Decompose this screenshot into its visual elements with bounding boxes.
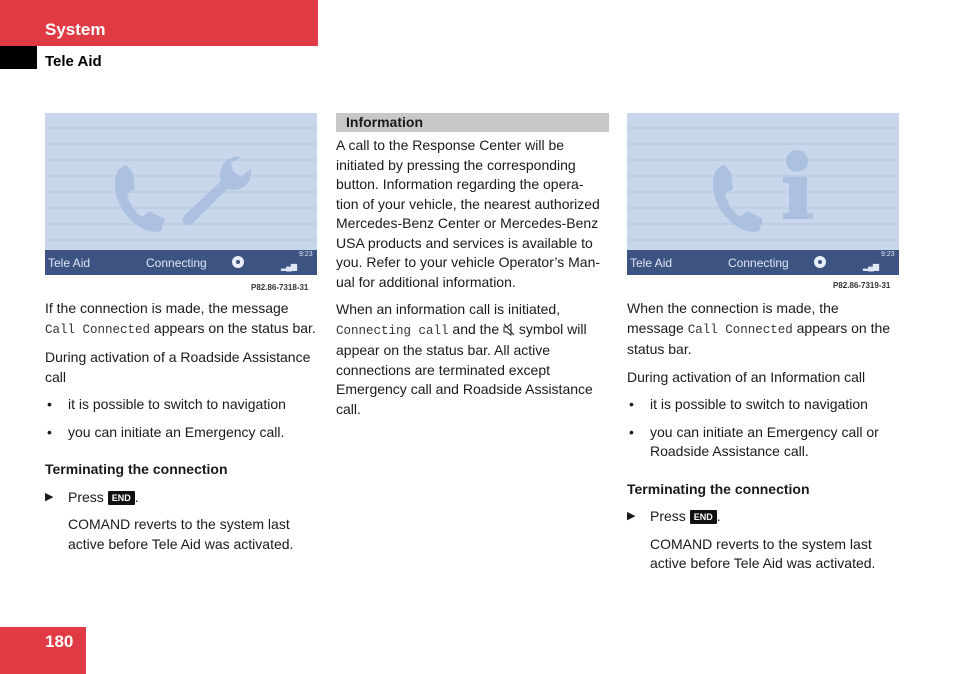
information-call-paragraph: When an information call is initiated, Connecting call and the symbol will appear on the status bar. All active connections are terminated except Emergency call and Roadside Assistance call.	[336, 301, 593, 417]
status-label-connecting: Connecting	[728, 256, 789, 270]
press-end-instruction: ▶ Press END .	[627, 507, 902, 527]
information-paragraph: A call to the Response Center will be initiated by pressing the corresponding button. Information regarding the opera- tion of your vehicle, the nearest authorized Mercedes-Benz Center or Mercedes-Benz USA products and services is available to you. Refer to your vehicle Operator’s Man- ual for additional information.	[336, 137, 601, 290]
call-connected-code: Call Connected	[687, 322, 793, 337]
info-icon	[783, 150, 813, 219]
screen-status-bar	[627, 250, 899, 275]
screen-display	[627, 113, 899, 275]
status-time: 9:23	[881, 251, 895, 258]
screen-display	[45, 113, 317, 275]
record-dot-icon	[814, 256, 826, 268]
tele-aid-screen-roadside	[45, 113, 317, 277]
mute-speaker-icon	[503, 323, 515, 336]
end-key: END	[108, 491, 135, 505]
arrow-right-icon: ▶	[627, 510, 636, 522]
revert-paragraph: COMAND reverts to the system last active before Tele Aid was activated.	[650, 535, 876, 571]
information-header: Information	[336, 113, 609, 132]
section-title: System	[45, 20, 106, 39]
information-activation-paragraph: During activation of an Information call	[627, 368, 866, 385]
list-item: • you can initiate an Emergency call or Roadside Assistance call.	[627, 423, 902, 462]
left-column	[45, 299, 320, 562]
roadside-activation-paragraph: During activation of a Roadside Assistance call	[45, 349, 311, 385]
middle-column	[336, 136, 611, 427]
call-connected-code: Call Connected	[45, 322, 151, 337]
signal-bars-icon: ▂▄▆	[281, 262, 296, 271]
connection-made-paragraph: If the connection is made, the message Call Connected appears on the status bar.	[45, 300, 316, 337]
arrow-right-icon: ▶	[45, 490, 54, 503]
end-key: END	[690, 510, 717, 524]
status-time: 9:23	[299, 251, 313, 258]
screen-status-bar	[45, 250, 317, 275]
wrench-icon	[183, 157, 251, 225]
phone-icon	[115, 165, 165, 232]
subsection-title: Tele Aid	[45, 53, 102, 70]
press-end-instruction: ▶ Press END .	[45, 488, 320, 508]
list-item: • it is possible to switch to navigation	[627, 395, 902, 415]
list-item: • it is possible to switch to navigation	[45, 395, 320, 415]
image-caption: P82.86-7318-31	[251, 283, 309, 292]
record-dot-icon	[232, 256, 244, 268]
terminating-heading: Terminating the connection	[45, 461, 228, 477]
status-label-connecting: Connecting	[146, 256, 207, 270]
status-label-tele-aid: Tele Aid	[48, 256, 91, 270]
list-item: • you can initiate an Emergency call.	[45, 423, 320, 443]
image-caption: P82.86-7319-31	[833, 281, 891, 290]
phone-icon	[713, 165, 763, 232]
status-label-tele-aid: Tele Aid	[630, 256, 673, 270]
tele-aid-screen-information	[627, 113, 899, 277]
right-column	[627, 299, 902, 582]
signal-bars-icon: ▂▄▆	[863, 262, 878, 271]
terminating-heading: Terminating the connection	[627, 480, 810, 497]
subsection-marker	[0, 46, 37, 69]
connection-made-paragraph: When the connection is made, the message Call Connected appears on the status bar.	[627, 300, 891, 357]
revert-paragraph: COMAND reverts to the system last active before Tele Aid was activated.	[68, 516, 294, 552]
page-number: 180	[45, 632, 74, 651]
connecting-call-code: Connecting call	[336, 323, 449, 338]
